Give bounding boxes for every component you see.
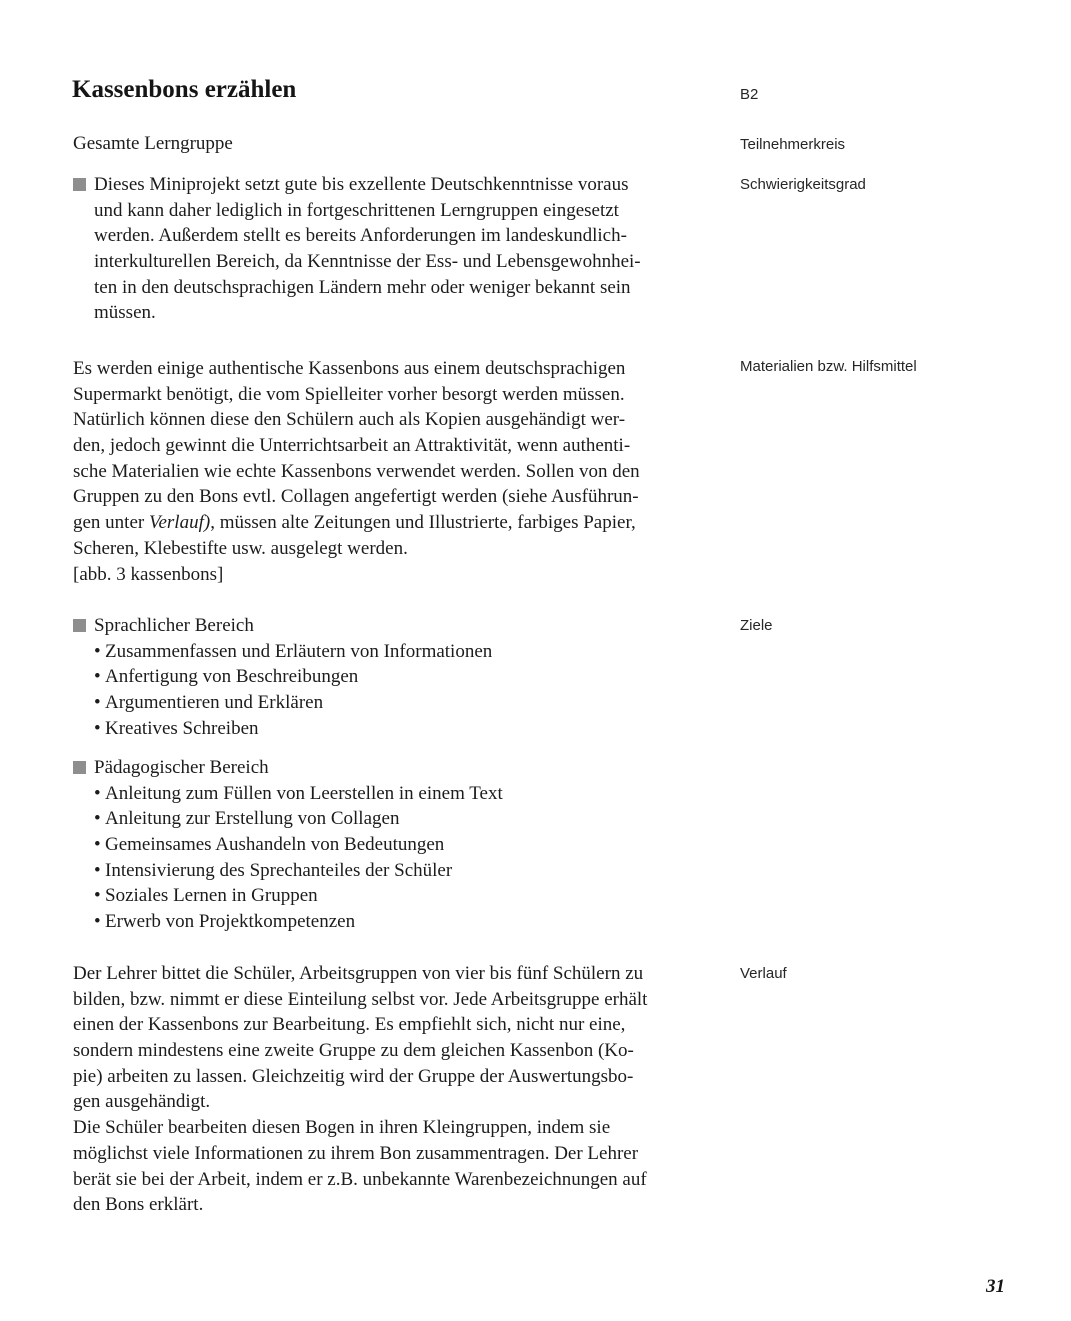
text-line: den Bons erklärt. <box>73 1194 204 1216</box>
list-item-text: Gemeinsames Aushandeln von Bedeutungen <box>105 834 445 856</box>
list-item-text: Intensivierung des Sprechanteiles der Schüler <box>105 859 453 881</box>
margin-label-verlauf: Verlauf <box>740 965 787 982</box>
page-title: Kassenbons erzählen <box>72 76 297 103</box>
level-badge: B2 <box>740 86 759 103</box>
text-line: und kann daher lediglich in fortgeschrittenen Lerngruppen eingesetzt <box>94 199 619 221</box>
section-bullet-square-icon <box>73 178 86 191</box>
materials-paragraph <box>73 356 640 587</box>
text-line: sche Materialien wie echte Kassenbons verwendet werden. Sollen von den <box>73 460 640 482</box>
list-item <box>94 909 503 935</box>
section-bullet-square-icon <box>73 619 86 632</box>
margin-label-schwierigkeitsgrad: Schwierigkeitsgrad <box>740 176 866 193</box>
text-line: sondern mindestens eine zweite Gruppe zu dem gleichen Kassenbon (Ko- <box>73 1040 634 1062</box>
list-item-text: Argumentieren und Erklären <box>105 692 324 714</box>
text-line-with-italic <box>73 510 640 536</box>
bullet-dot-icon: • <box>94 692 101 714</box>
text-segment: gen unter <box>73 512 149 534</box>
text-line: [abb. 3 kassenbons] <box>73 563 224 585</box>
list-item <box>94 690 492 716</box>
text-line: bilden, bzw. nimmt er diese Einteilung selbst vor. Jede Arbeitsgruppe erhält <box>73 988 648 1010</box>
bullet-dot-icon: • <box>94 834 101 856</box>
list-item-text: Zusammenfassen und Erläutern von Informationen <box>105 640 493 662</box>
list-item <box>94 664 492 690</box>
text-line: gen ausgehändigt. <box>73 1091 211 1113</box>
text-line: Natürlich können diese den Schülern auch als Kopien ausgehändigt wer- <box>73 409 626 431</box>
goals-language-list <box>73 639 492 742</box>
text-line: Supermarkt benötigt, die vom Spielleiter vorher besorgt werden müssen. <box>73 383 625 405</box>
procedure-paragraph <box>73 961 647 1218</box>
text-line: Es werden einige authentische Kassenbons aus einem deutschsprachigen <box>73 358 626 379</box>
section-heading: Sprachlicher Bereich <box>94 615 254 636</box>
list-item-text: Soziales Lernen in Gruppen <box>105 885 318 907</box>
list-item <box>94 858 503 884</box>
text-line: interkulturellen Bereich, da Kenntnisse der Ess- und Lebensgewohnhei- <box>94 251 641 273</box>
audience-line: Gesamte Lerngruppe <box>73 133 233 154</box>
text-line: ten in den deutschsprachigen Ländern mehr oder weniger bekannt sein <box>94 276 631 298</box>
list-item-text: Kreatives Schreiben <box>105 717 259 739</box>
text-line: den, jedoch gewinnt die Unterrichtsarbeit an Attraktivität, wenn authenti- <box>73 435 631 457</box>
page-number: 31 <box>986 1276 1005 1297</box>
text-line: Der Lehrer bittet die Schüler, Arbeitsgruppen von vier bis fünf Schülern zu <box>73 963 644 984</box>
list-item <box>94 883 503 909</box>
text-line: werden. Außerdem stellt es bereits Anforderungen im landeskundlich- <box>94 225 627 247</box>
bullet-dot-icon: • <box>94 808 101 830</box>
bullet-dot-icon: • <box>94 666 101 688</box>
bullet-dot-icon: • <box>94 911 101 933</box>
text-line: Gruppen zu den Bons evtl. Collagen angefertigt werden (siehe Ausführun- <box>73 486 639 508</box>
bullet-dot-icon: • <box>94 859 101 881</box>
bullet-dot-icon: • <box>94 782 101 804</box>
text-line: berät sie bei der Arbeit, indem er z.B. unbekannte Warenbezeichnungen auf <box>73 1168 647 1190</box>
margin-label-teilnehmerkreis: Teilnehmerkreis <box>740 136 846 153</box>
margin-label-ziele: Ziele <box>740 617 773 634</box>
list-item-text: Anleitung zur Erstellung von Collagen <box>105 808 400 830</box>
text-line: Scheren, Klebestifte usw. ausgelegt werden. <box>73 537 408 559</box>
goals-language-section <box>73 613 492 741</box>
italic-term: Verlauf) <box>148 512 211 534</box>
list-item-text: Anfertigung von Beschreibungen <box>105 666 359 688</box>
bullet-dot-icon: • <box>94 717 101 739</box>
list-item <box>94 806 503 832</box>
list-item <box>94 781 503 807</box>
text-line: möglichst viele Informationen zu ihrem Bon zusammentragen. Der Lehrer <box>73 1142 639 1164</box>
bullet-dot-icon: • <box>94 640 101 662</box>
list-item <box>94 639 492 665</box>
text-line: Dieses Miniprojekt setzt gute bis exzellente Deutschkenntnisse voraus <box>94 174 629 195</box>
goals-pedagogy-section <box>73 755 503 935</box>
difficulty-paragraph-text <box>94 172 641 326</box>
goals-pedagogy-list <box>73 781 503 935</box>
list-item-text: Erwerb von Projektkompetenzen <box>105 911 356 933</box>
text-line: einen der Kassenbons zur Bearbeitung. Es empfiehlt sich, nicht nur eine, <box>73 1014 626 1036</box>
section-heading: Pädagogischer Bereich <box>94 757 269 778</box>
section-bullet-square-icon <box>73 761 86 774</box>
list-item <box>94 716 492 742</box>
text-line: Die Schüler bearbeiten diesen Bogen in ihren Kleingruppen, indem sie <box>73 1117 611 1139</box>
margin-label-materialien: Materialien bzw. Hilfsmittel <box>740 358 917 375</box>
list-item <box>94 832 503 858</box>
text-line: pie) arbeiten zu lassen. Gleichzeitig wird der Gruppe der Auswertungsbo- <box>73 1065 634 1087</box>
goals-pedagogy-heading-row <box>73 755 503 781</box>
bullet-dot-icon: • <box>94 885 101 907</box>
difficulty-paragraph <box>73 172 641 326</box>
list-item-text: Anleitung zum Füllen von Leerstellen in einem Text <box>105 782 503 804</box>
text-segment: , müssen alte Zeitungen und Illustrierte, farbiges Papier, <box>210 512 636 534</box>
text-line: müssen. <box>94 302 156 324</box>
goals-language-heading-row <box>73 613 492 639</box>
